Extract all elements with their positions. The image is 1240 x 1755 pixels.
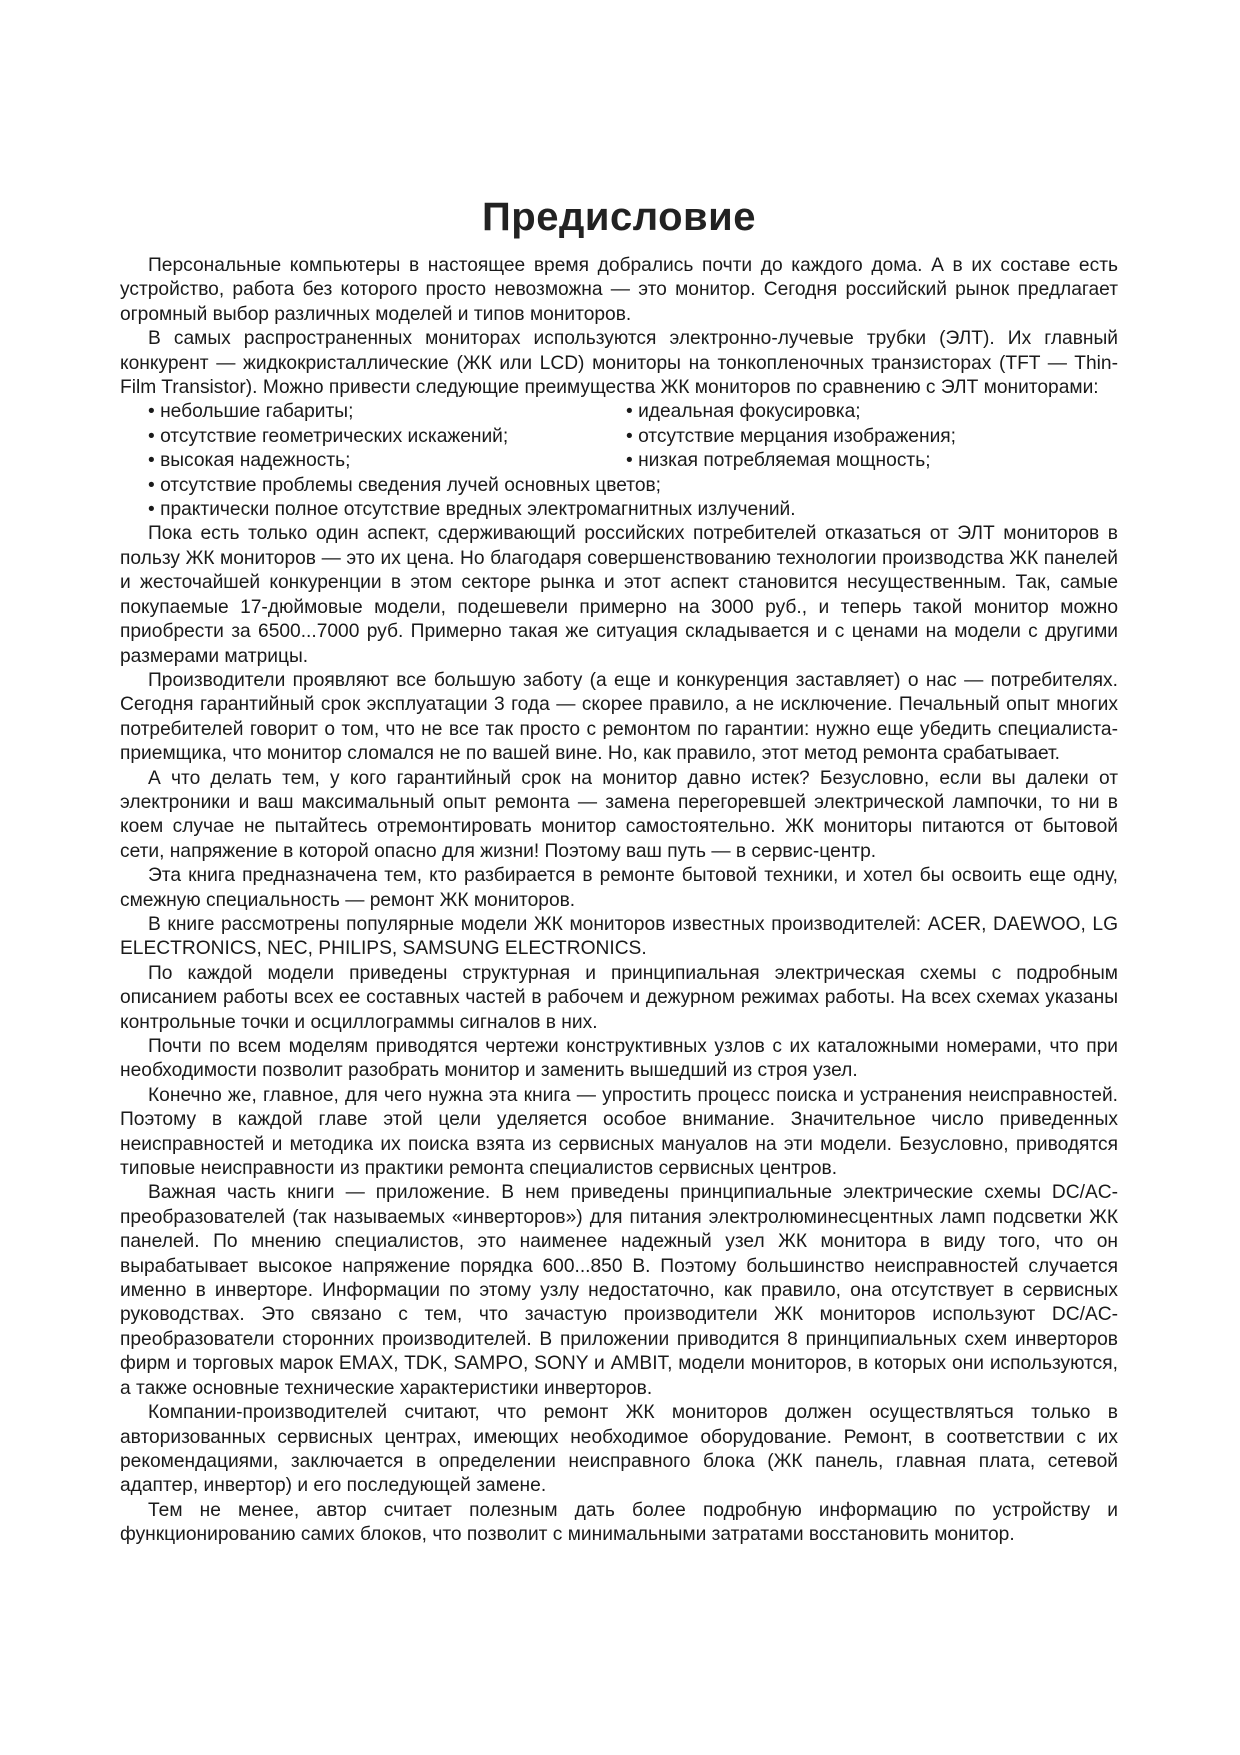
list-item: • низкая потребляемая мощность; xyxy=(598,449,1118,473)
advantages-list xyxy=(120,400,1118,522)
paragraph-drawings: Почти по всем моделям приводятся чертежи конструктивных узлов с их каталожными номерами, что при необходимости позволит разобрать монитор и заменить вышедший из строя узел. xyxy=(120,1036,1118,1082)
paragraph-audience: Эта книга предназначена тем, кто разбирается в ремонте бытовой техники, и хотел бы освоить еще одну, смежную специальность — ремонт ЖК мониторов. xyxy=(120,865,1118,911)
paragraph-warranty: Производители проявляют все большую заботу (а еще и конкуренция заставляет) о нас — потребителях. Сегодня гарантийный срок эксплуатации 3 года — скорее правило, а не исключение. Печальный опыт многих потребителей говорит о том, что не все так просто с ремонтом по гарантии: нужно еще убедить специалиста-приемщика, что монитор сломался не по вашей вине. Но, как правило, этот метод ремонта срабатывает. xyxy=(120,669,1118,765)
paragraph-conclusion: Тем не менее, автор считает полезным дать более подробную информацию по устройству и функционированию самих блоков, что позволит с минимальными затратами восстановить монитор. xyxy=(120,1499,1118,1546)
list-item: • небольшие габариты; xyxy=(120,400,598,424)
list-item: • высокая надежность; xyxy=(120,449,598,473)
paragraph-troubleshooting: Конечно же, главное, для чего нужна эта книга — упростить процесс поиска и устранения неисправностей. Поэтому в каждой главе этой цели уделяется особое внимание. Значительное число приведенных неисправностей и методика их поиска взята из сервисных мануалов на эти модели. Безусловно, приводятся типовые неисправности из практики ремонта специалистов сервисных центров. xyxy=(120,1084,1118,1180)
paragraph-schematics: По каждой модели приведены структурная и принципиальная электрическая схемы с подробным описанием работы всех ее составных частей в рабочем и дежурном режимах работы. На всех схемах указаны контрольные точки и осциллограммы сигналов в них. xyxy=(120,962,1118,1033)
list-item: • идеальная фокусировка; xyxy=(598,400,1118,424)
paragraph-expired-warranty: А что делать тем, у кого гарантийный срок на монитор давно истек? Безусловно, если вы далеки от электроники и ваш максимальный опыт ремонта — замена перегоревшей электрической лампочки, то ни в коем случае не пытайтесь отремонтировать монитор самостоятельно. ЖК мониторы питаются от бытовой сети, напряжение в которой опасно для жизни! Поэтому ваш путь — в сервис-центр. xyxy=(120,767,1118,862)
paragraph-manufacturers: В книге рассмотрены популярные модели ЖК мониторов известных производителей: ACER, DAEWOO, LG ELECTRONICS, NEC, PHILIPS, SAMSUNG ELECTRONICS. xyxy=(120,913,1118,960)
list-item: • отсутствие геометрических искажений; xyxy=(120,425,598,449)
list-item: • отсутствие проблемы сведения лучей основных цветов; xyxy=(120,474,1118,498)
paragraph-appendix: Важная часть книги — приложение. В нем приведены принципиальные электрические схемы DC/AC-преобразователей (так называемых «инверторов») для питания электролюминесцентных ламп подсветки ЖК панелей. По мнению специалистов, это наименее надежный узел ЖК монитора в виду того, что он вырабатывает высокое напряжение порядка 600...850 В. Поэтому большинство неисправностей случается именно в инверторе. Информации по этому узлу недостаточно, как правило, она отсутствует в сервисных руководствах. Это связано с тем, что зачастую производители ЖК мониторов используют DC/AC-преобразователи сторонних производителей. В приложении приводится 8 принципиальных схем инверторов фирм и торговых марок EMAX, TDK, SAMPO, SONY и AMBIT, модели мониторов, в которых они используются, а также основные технические характеристики инверторов. xyxy=(120,1182,1118,1399)
paragraph-crt-vs-lcd: В самых распространенных мониторах используются электронно-лучевые трубки (ЭЛТ). Их главный конкурент — жидкокристаллические (ЖК или LCD) мониторы на тонкопленочных транзисторах (TFT — Thin-Film Transistor). Можно привести следующие преимущества ЖК мониторов по сравнению с ЭЛТ мониторами: xyxy=(120,328,1118,399)
page xyxy=(120,195,1118,1548)
paragraph-authorized-service: Компании-производителей считают, что ремонт ЖК мониторов должен осуществляться только в авторизованных сервисных центрах, имеющих необходимое оборудование. Ремонт, в соответствии с их рекомендациями, заключается в определении неисправного блока (ЖК панель, главная плата, сетевой адаптер, инвертор) и его последующей замене. xyxy=(120,1402,1118,1497)
paragraph-price: Пока есть только один аспект, сдерживающий российских потребителей отказаться от ЭЛТ мониторов в пользу ЖК мониторов — это их цена. Но благодаря совершенствованию технологии производства ЖК панелей и жесточайшей конкуренции в этом секторе рынка и этот аспект становится несущественным. Так, самые покупаемые 17-дюймовые модели, подешевели примерно на 3000 руб., и теперь такой монитор можно приобрести за 6500...7000 руб. Примерно такая же ситуация складывается и с ценами на модели с другими размерами матрицы. xyxy=(120,523,1118,667)
paragraph-intro: Персональные компьютеры в настоящее время добрались почти до каждого дома. А в их составе есть устройство, работа без которого просто невозможна — это монитор. Сегодня российский рынок предлагает огромный выбор различных моделей и типов мониторов. xyxy=(120,255,1118,325)
list-item: • практически полное отсутствие вредных электромагнитных излучений. xyxy=(120,498,1118,522)
page-title: Предисловие xyxy=(482,195,756,239)
list-item: • отсутствие мерцания изображения; xyxy=(598,425,1118,449)
